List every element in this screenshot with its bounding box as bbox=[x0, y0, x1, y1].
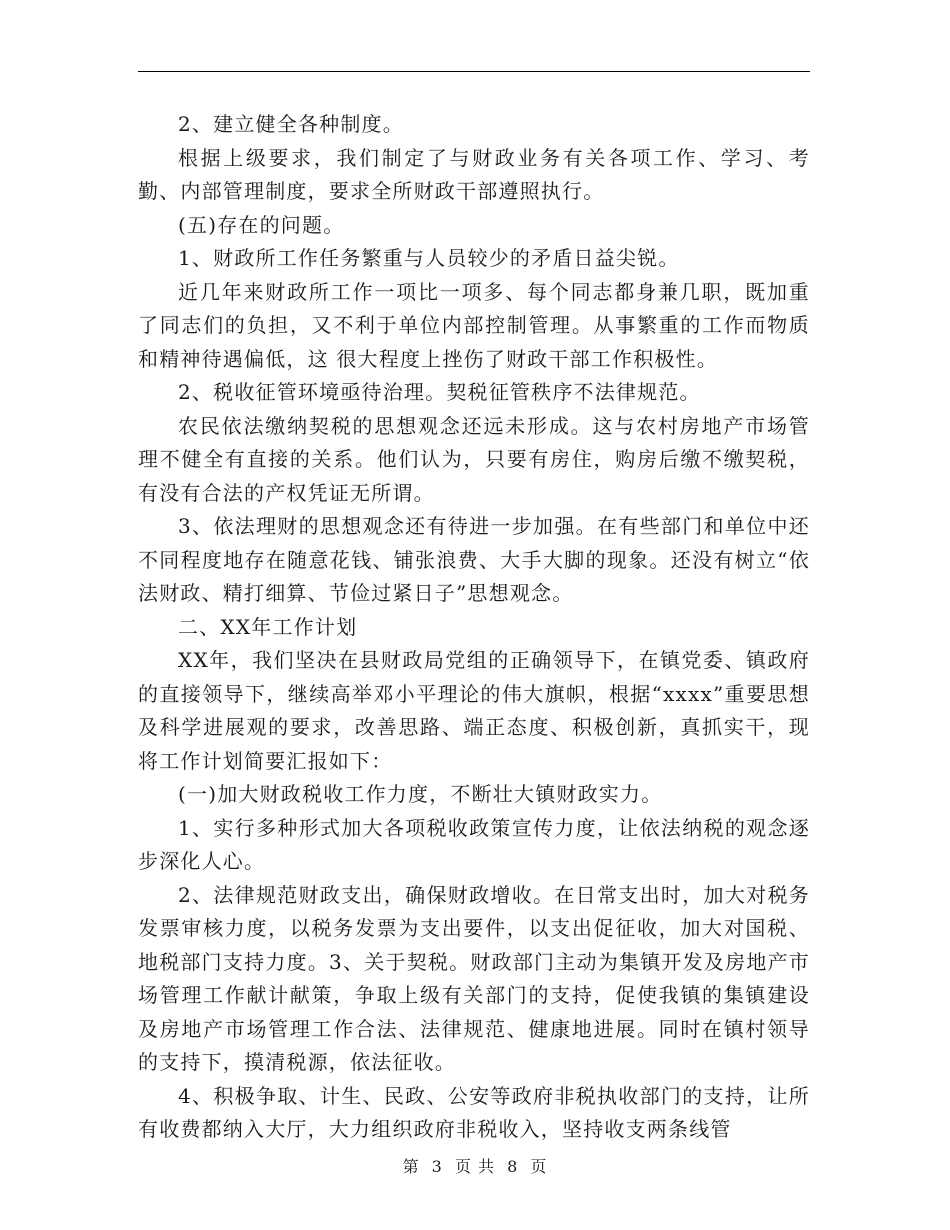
paragraph: 2、法律规范财政支出，确保财政增收。在日常支出时，加大对税务发票审核力度，以税务发票为支出要件，以支出促征收，加大对国税、地税部门支持力度。3、关于契税。财政部门主动为集镇开发及房地产市场管理工作献计献策，争取上级有关部门的支持，促使我镇的集镇建设及房地产市场管理工作合法、法律规范、健康地进展。同时在镇村领导的支持下，摸清税源，依法征收。 bbox=[138, 882, 810, 1074]
paragraph: 近几年来财政所工作一项比一项多、每个同志都身兼几职，既加重了同志们的负担，又不利于单位内部控制管理。从事繁重的工作而物质和精神待遇偏低，这 很大程度上挫伤了财政干部工作积极性。 bbox=[138, 279, 810, 371]
paragraph: 2、建立健全各种制度。 bbox=[178, 112, 404, 136]
section-heading: 二、XX年工作计划 bbox=[178, 614, 358, 639]
section-heading: (一)加大财政税收工作力度，不断壮大镇财政实力。 bbox=[178, 782, 663, 806]
section-heading: (五)存在的问题。 bbox=[178, 212, 345, 237]
paragraph: 2、税收征管环境亟待治理。契税征管秩序不法律规范。 bbox=[178, 380, 701, 404]
footer-middle: 页 共 bbox=[454, 1157, 496, 1176]
header-rule bbox=[138, 71, 810, 72]
paragraph: 农民依法缴纳契税的思想观念还远未形成。这与农村房地产市场管理不健全有直接的关系。他们认为，只要有房住，购房后缴不缴契税，有没有合法的产权凭证无所谓。 bbox=[138, 413, 810, 505]
paragraph: 1、财政所工作任务繁重与人员较少的矛盾日益尖锐。 bbox=[178, 246, 680, 270]
footer-page-number: 3 bbox=[431, 1157, 443, 1176]
paragraph: 1、实行多种形式加大各项税收政策宣传力度，让依法纳税的观念逐步深化人心。 bbox=[138, 815, 810, 873]
footer-suffix: 页 bbox=[530, 1157, 548, 1176]
paragraph: XX年，我们坚决在县财政局党组的正确领导下，在镇党委、镇政府的直接领导下，继续高举邓小平理论的伟大旗帜，根据“xxxx”重要思想及科学进展观的要求，改善思路、端正态度、积极创新，真抓实干，现将工作计划简要汇报如下： bbox=[138, 648, 810, 773]
footer-total-pages: 8 bbox=[507, 1157, 519, 1176]
paragraph: 4、积极争取、计生、民政、公安等政府非税执收部门的支持，让所有收费都纳入大厅，大力组织政府非税收入，坚持收支两条线管 bbox=[138, 1083, 810, 1141]
footer-prefix: 第 bbox=[402, 1157, 420, 1176]
paragraph: 根据上级要求，我们制定了与财政业务有关各项工作、学习、考勤、内部管理制度，要求全所财政干部遵照执行。 bbox=[138, 145, 810, 203]
paragraph: 3、依法理财的思想观念还有待进一步加强。在有些部门和单位中还不同程度地存在随意花钱、铺张浪费、大手大脚的现象。还没有树立“依法财政、精打细算、节俭过紧日子”思想观念。 bbox=[138, 514, 810, 605]
page-footer bbox=[0, 1154, 950, 1177]
document-body bbox=[138, 108, 810, 1147]
